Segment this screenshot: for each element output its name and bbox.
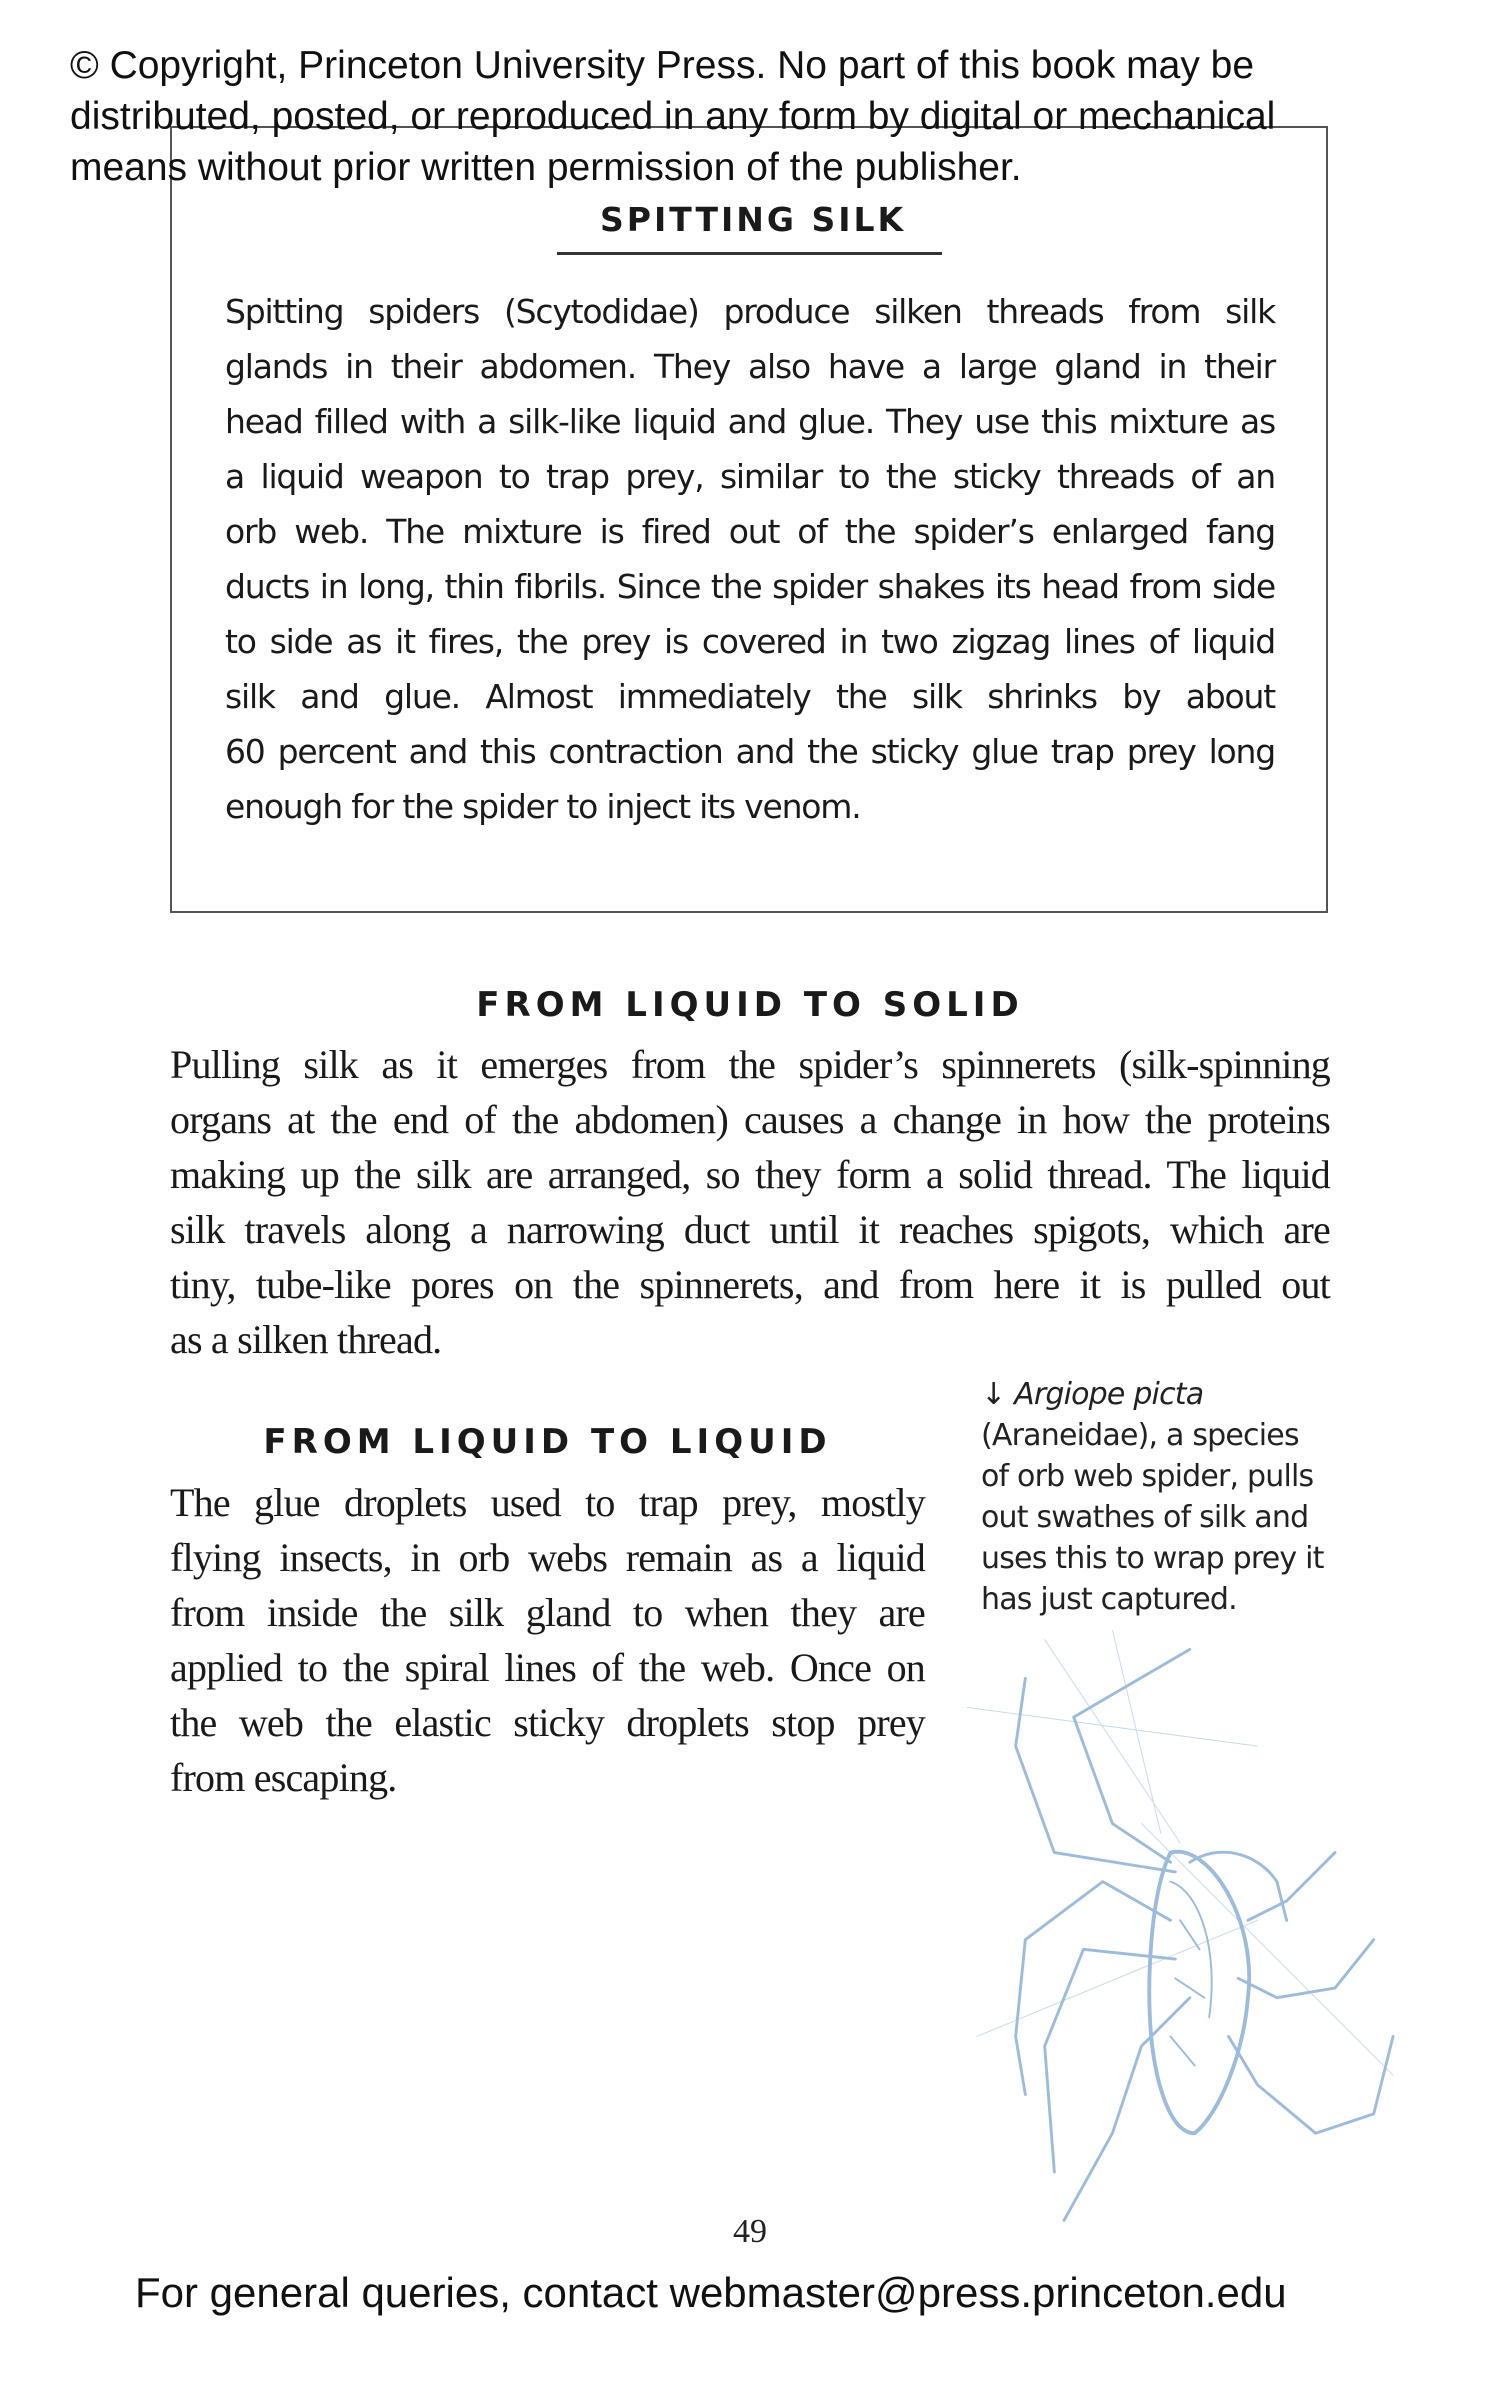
spider-illustration-icon: [960, 1630, 1410, 2230]
text-line: tiny, tube-like pores on the spinnerets, and from here it is pulled out: [170, 1262, 1330, 1307]
section-body-solid: [170, 1037, 1330, 1367]
text-line: head filled with a silk-like liquid and glue. They use this mixture as: [225, 402, 1275, 441]
text-line: orb web. The mixture is fired out of the spider’s enlarged fang: [225, 512, 1275, 551]
copyright-line: © Copyright, Princeton University Press. No part of this book may be: [70, 44, 1255, 87]
text-line: organs at the end of the abdomen) causes a change in how the proteins: [170, 1097, 1330, 1142]
caption-line: of orb web spider, pulls: [981, 1459, 1314, 1494]
text-line: Spitting spiders (Scytodidae) produce silken threads from silk: [225, 292, 1275, 331]
text-line: 60 percent and this contraction and the sticky glue trap prey long: [225, 732, 1275, 771]
section-heading-solid: FROM LIQUID TO SOLID: [476, 985, 1024, 1025]
text-line: ducts in long, thin fibrils. Since the spider shakes its head from side: [225, 567, 1275, 606]
text-line: making up the silk are arranged, so they form a solid thread. The liquid: [170, 1152, 1330, 1197]
text-line: The glue droplets used to trap prey, mostly: [170, 1480, 925, 1525]
figure-caption: [981, 1374, 1341, 1620]
title-divider: [557, 252, 942, 255]
text-line: to side as it fires, the prey is covered in two zigzag lines of liquid: [225, 622, 1275, 661]
species-name: Argiope picta: [1014, 1377, 1204, 1412]
copyright-notice: [70, 40, 1275, 193]
section-heading-liquid: FROM LIQUID TO LIQUID: [263, 1422, 832, 1462]
arrow-down-icon: ↓: [981, 1377, 1006, 1412]
text-line: applied to the spiral lines of the web. Once on: [170, 1645, 925, 1690]
text-line: silk and glue. Almost immediately the silk shrinks by about: [225, 677, 1275, 716]
text-line: silk travels along a narrowing duct until it reaches spigots, which are: [170, 1207, 1330, 1252]
text-line: from inside the silk gland to when they are: [170, 1590, 925, 1635]
text-line: flying insects, in orb webs remain as a liquid: [170, 1535, 925, 1580]
text-line: the web the elastic sticky droplets stop prey: [170, 1700, 925, 1745]
caption-line: (Araneidae), a species: [981, 1418, 1299, 1453]
section-body-liquid: [170, 1475, 925, 1805]
text-line: Pulling silk as it emerges from the spider’s spinnerets (silk-spinning: [170, 1042, 1330, 1087]
text-line: a liquid weapon to trap prey, similar to the sticky threads of an: [225, 457, 1275, 496]
footer-contact: For general queries, contact webmaster@press.princeton.edu: [135, 2269, 1287, 2316]
copyright-line: distributed, posted, or reproduced in any form by digital or mechanical: [70, 95, 1276, 138]
sidebar-box-body: [225, 284, 1275, 834]
text-line: as a silken thread.: [170, 1317, 442, 1362]
caption-line: uses this to wrap prey it: [981, 1541, 1324, 1576]
copyright-line: means without prior written permission of the publisher.: [70, 146, 1022, 189]
text-line: glands in their abdomen. They also have a large gland in their: [225, 347, 1275, 386]
sidebar-box-title: SPITTING SILK: [600, 200, 907, 239]
caption-line: has just captured.: [981, 1582, 1237, 1617]
text-line: from escaping.: [170, 1755, 397, 1800]
caption-line: out swathes of silk and: [981, 1500, 1309, 1535]
page-number: 49: [733, 2213, 767, 2250]
text-line: enough for the spider to inject its venom.: [225, 787, 861, 826]
